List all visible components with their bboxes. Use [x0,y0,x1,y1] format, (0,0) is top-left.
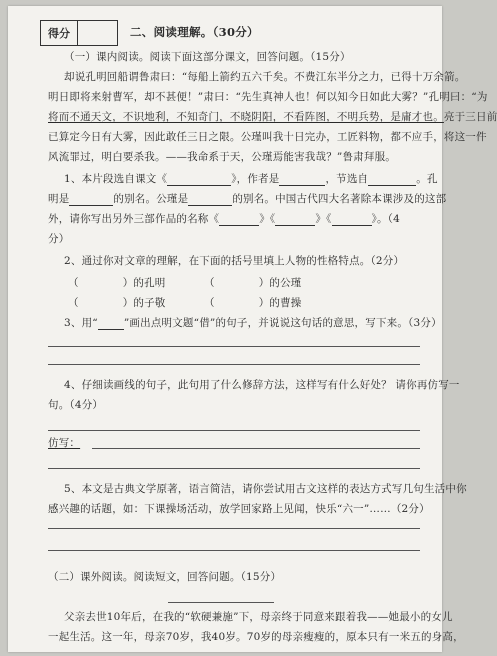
passage-line: 已算定今日有大雾，因此敢任三日之限。公瑾叫我十日完办，工匠料物，都不应手，将这一件 [48,131,487,143]
part2-heading: （二）课外阅读。阅读短文，回答问题。（15分） [48,571,282,583]
passage-line-underlined [48,110,497,124]
passage2-line: 父亲去世10年后，在我的“软硬兼施”下，母亲终于同意来跟着我——她最小的女儿 [64,611,453,623]
underline-sample [98,320,124,330]
imitate-label: 仿写： [48,437,81,449]
bracket: 》 [231,173,237,185]
passage-line: 明日即将来射曹军，却不甚便！”肃曰：“先生真神人也！何以知今日如此大雾？”孔明曰：“为 [48,91,488,103]
q3-text: ”画出点明文题“借”的句子，并说说这句话的意思，写下来。（3分） [123,317,442,329]
q1-text: 的别名。中国古代四大名著除本课涉及的这部 [232,193,447,205]
bracket: 》 [371,213,377,225]
passage-line-tail: 亮于三日前 [443,111,497,123]
passage2-line: 一起生活。这一年，母亲70岁，我40岁。70岁的母亲瘦瘦的，原本只有一米五的身高， [48,631,464,643]
paren-open: （ [204,277,215,289]
paren-open: （ [204,297,215,309]
question-4-line2: 句。（4分） [48,399,104,411]
paren-open: （ [68,297,79,309]
answer-blank-author[interactable] [279,173,325,186]
section-title: 二、阅读理解。（30分） [130,25,259,39]
bracket: 《 [156,173,168,185]
answer-blank-lesson[interactable] [167,173,231,186]
question-2: 2、通过你对文章的理解，在下面的括号里填上人物的性格特点。（2分） [64,255,405,267]
q1-text: 外，请你写出另外三部作品的名称 [48,213,209,225]
q1-text: ，作者是 [236,173,280,185]
answer-blank-novel-1[interactable] [219,213,259,226]
trait-label: ）的孔明 [122,277,166,289]
answer-blank-kongming[interactable] [69,193,113,206]
trait-label: ）的曹操 [258,297,302,309]
question-5-line2: 感兴趣的话题，如：下课操场活动，放学回家路上见闻，快乐“六一”……（2分） [48,503,430,515]
answer-line[interactable] [48,346,420,347]
bracket: 《 [208,213,220,225]
answer-line[interactable] [48,468,420,469]
bracket: 》 [315,213,327,225]
passage-line: 风流罪过，明白要杀我。——我命系于天，公瑾焉能害我哉？”鲁肃拜服。 [48,151,396,163]
question-5: 5、本文是古典文学原著，语言简洁，请你尝试用古文这样的表达方式写几句生活中你 [64,483,467,495]
question-4: 4、仔细读画线的句子，此句用了什么修辞方法，这样写有什么好处？ 请你再仿写一 [64,379,460,391]
answer-line[interactable] [48,364,420,365]
score-box [40,20,118,46]
trait-item[interactable] [68,296,166,310]
trait-label: ）的子敬 [122,297,166,309]
answer-blank-novel-3[interactable] [332,213,372,226]
score-blank[interactable] [78,21,117,45]
question-1-line3 [48,212,400,226]
q1-text: 的别名。公瑾是 [113,193,189,205]
answer-line[interactable] [48,430,420,431]
q1-text: 明是 [48,193,70,205]
trait-item[interactable] [204,276,302,290]
bracket: 》 [259,213,270,225]
underlined-sentence: 将而不通天文，不识地利，不知奇门，不晓阴阳，不看阵图，不明兵势，是庸才也。 [48,111,444,123]
exam-sheet [8,6,497,652]
part1-heading: （一）课内阅读。阅读下面这部分课文，回答问题。（15分） [64,51,351,63]
question-1-line2 [48,192,446,206]
question-3 [64,316,442,330]
answer-line[interactable] [92,448,420,449]
q1-text: ，节选自 [325,173,369,185]
q1-text: 。（4 [376,213,400,225]
answer-line[interactable] [48,528,420,529]
question-1-line4: 分） [48,233,70,245]
trait-item[interactable] [68,276,166,290]
q1-text: 1、本片段选自课文 [64,173,157,185]
answer-blank-novel-2[interactable] [275,213,315,226]
passage-line: 却说孔明回船谓鲁肃曰：“每船上箭约五六千矣。不费江东半分之力，已得十万余箭。 [64,71,466,83]
score-label: 得分 [41,21,78,45]
bracket: 《 [326,213,332,225]
trait-label: ）的公瑾 [258,277,302,289]
question-1-line1 [64,172,438,186]
title-blank[interactable] [168,602,274,603]
q3-text: 3、用“ [64,317,98,329]
paren-open: （ [68,277,79,289]
bracket: 《 [269,213,276,225]
trait-item[interactable] [204,296,302,310]
answer-blank-gongjin[interactable] [188,193,232,206]
answer-blank-source[interactable] [368,173,416,186]
answer-line[interactable] [48,550,420,551]
q1-text: 。孔 [416,173,438,185]
